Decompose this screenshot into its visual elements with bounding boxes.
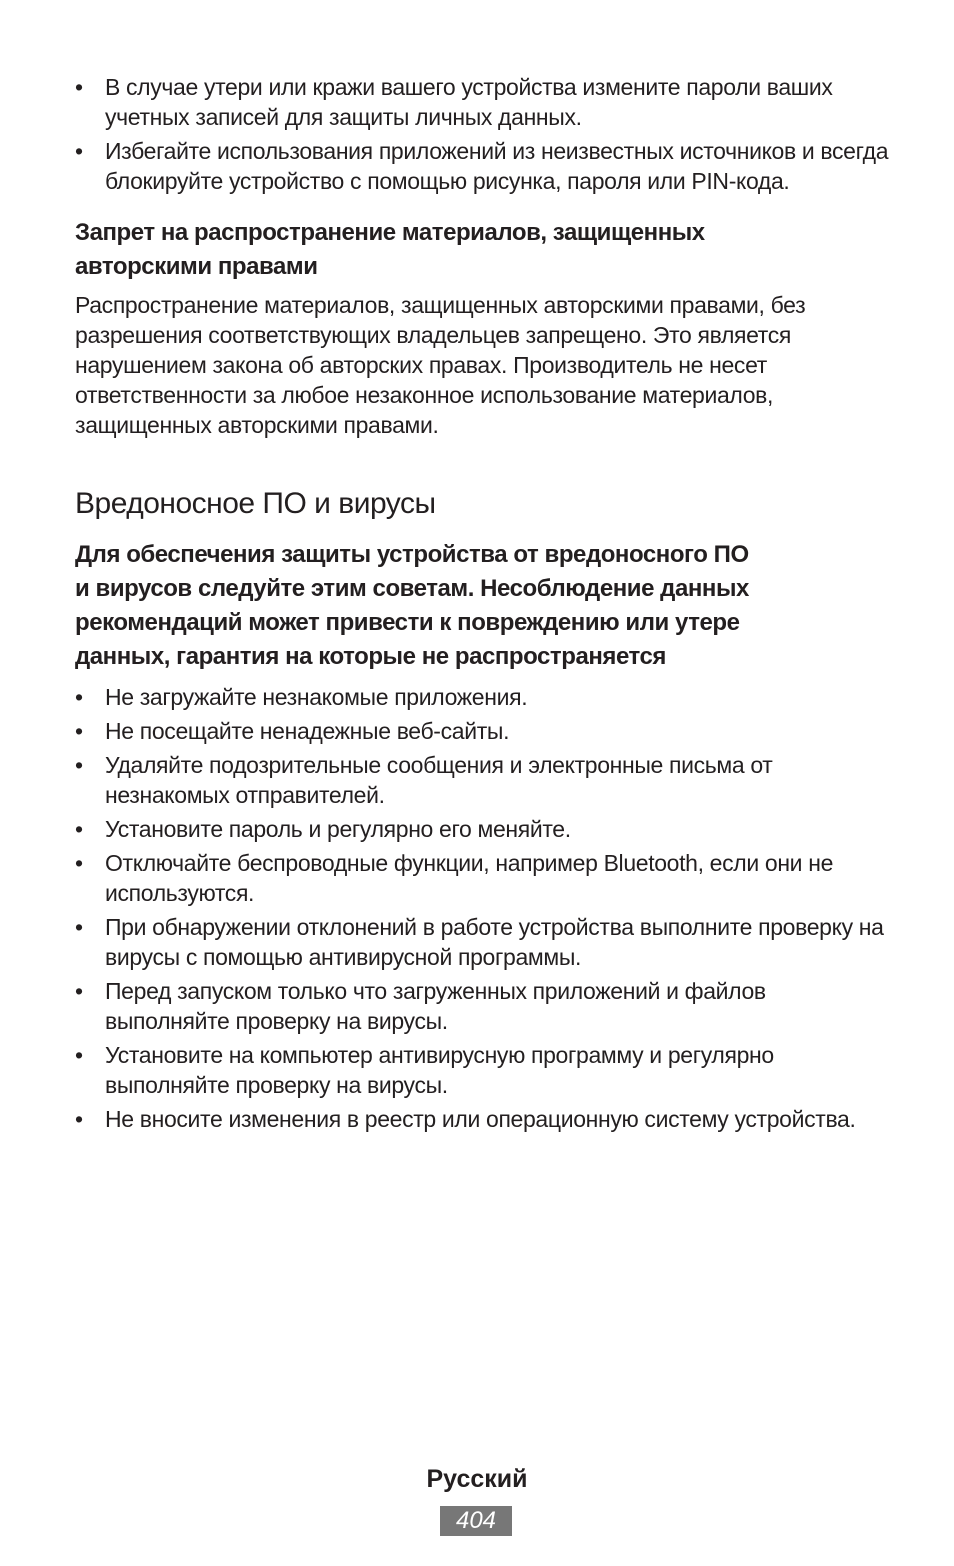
copyright-heading-line: Запрет на распространение материалов, защищенных (75, 219, 705, 246)
list-item (75, 1104, 895, 1134)
list-item-text: При обнаружении отклонений в работе устройства выполните проверку на вирусы с помощью антивирусной программы. (105, 914, 884, 970)
privacy-tips-list (75, 72, 895, 196)
malware-intro-line: данных, гарантия на которые не распространяется (75, 643, 666, 670)
bullet-icon: • (75, 752, 83, 778)
list-item-text: Избегайте использования приложений из неизвестных источников и всегда блокируйте устройство с помощью рисунка, пароля или PIN-кода. (105, 138, 889, 194)
page-content (75, 72, 895, 1138)
copyright-heading (75, 216, 895, 284)
bullet-icon: • (75, 1106, 83, 1132)
list-item (75, 682, 895, 712)
list-item (75, 814, 895, 844)
malware-intro-line: рекомендаций может привести к повреждению или утере (75, 609, 740, 636)
footer-language: Русский (426, 1465, 528, 1493)
bullet-icon: • (75, 684, 83, 710)
copyright-body: Распространение материалов, защищенных авторскими правами, без разрешения соответствующих владельцев запрещено. Это является нарушением закона об авторских правах. Производитель не несет ответственности за любое незаконное использование материалов, защищенных авторскими правами. (75, 292, 806, 438)
copyright-heading-line: авторскими правами (75, 253, 318, 280)
malware-intro (75, 538, 895, 674)
list-item-text: Установите пароль и регулярно его меняйте. (105, 816, 571, 842)
bullet-icon: • (75, 978, 83, 1004)
list-item-text: Не вносите изменения в реестр или операционную систему устройства. (105, 1106, 856, 1132)
list-item (75, 716, 895, 746)
page-number-badge: 404 (440, 1506, 512, 1536)
bullet-icon: • (75, 816, 83, 842)
malware-tips-list (75, 682, 895, 1134)
list-item (75, 750, 895, 810)
list-item (75, 72, 895, 132)
malware-section-title: Вредоносное ПО и вирусы (75, 487, 436, 520)
list-item (75, 136, 895, 196)
list-item (75, 912, 895, 972)
bullet-icon: • (75, 74, 83, 100)
bullet-icon: • (75, 850, 83, 876)
bullet-icon: • (75, 914, 83, 940)
list-item (75, 1040, 895, 1100)
list-item-text: Не загружайте незнакомые приложения. (105, 684, 528, 710)
list-item-text: Перед запуском только что загруженных приложений и файлов выполняйте проверку на вирусы. (105, 978, 766, 1034)
bullet-icon: • (75, 718, 83, 744)
list-item (75, 848, 895, 908)
list-item (75, 976, 895, 1036)
list-item-text: Отключайте беспроводные функции, например Bluetooth, если они не используются. (105, 850, 834, 906)
malware-intro-line: и вирусов следуйте этим советам. Несоблюдение данных (75, 575, 749, 602)
malware-intro-line: Для обеспечения защиты устройства от вредоносного ПО (75, 541, 749, 568)
list-item-text: В случае утери или кражи вашего устройства измените пароли ваших учетных записей для защиты личных данных. (105, 74, 833, 130)
list-item-text: Не посещайте ненадежные веб-сайты. (105, 718, 510, 744)
bullet-icon: • (75, 1042, 83, 1068)
list-item-text: Удаляйте подозрительные сообщения и электронные письма от незнакомых отправителей. (105, 752, 773, 808)
bullet-icon: • (75, 138, 83, 164)
list-item-text: Установите на компьютер антивирусную программу и регулярно выполняйте проверку на вирусы. (105, 1042, 774, 1098)
